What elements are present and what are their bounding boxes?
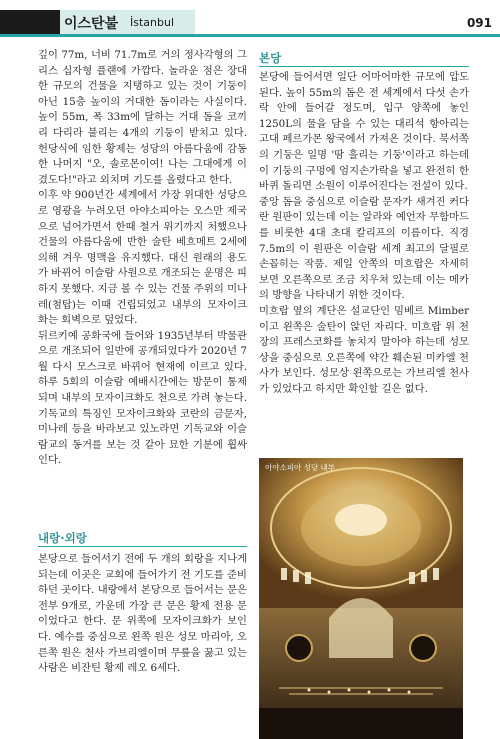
nave-paragraph-3: 미흐랍 옆의 계단은 설교단인 밈베르 Mimber이고 왼쪽은 술탄이 앉던 자리다. 미흐랍 위 천장의 프레스코화를 놓치지 말아야 하는데 성모상을 중심으로 오른쪽에 약간 훼손된 미카엘 천사가 보인다. 성모상 왼쪽으로는 가브리엘 천사가 있었다고 하지만 확인할 길은 없다. (259, 304, 469, 395)
chapter-title: 이스탄불 (64, 16, 119, 32)
nave-paragraph-1: 본당에 들어서면 일단 어마어마한 규모에 압도된다. 높이 55m의 돔은 전 세계에서 다섯 손가락 안에 들어갈 정도며, 입구 양쪽에 놓인 1250L의 물을 담을 수 있는 대리석 항아리는 고대 페르가몬 왕국에서 가져온 것이다. 북서쪽의 기둥은 일명 '땀 흘리는 기둥'이라고 하는데 이 기둥의 구멍에 엄지손가락을 넣고 완전히 한 바퀴 돌리면 소원이 이루어진다는 전설이 있다. (259, 71, 469, 193)
section-title-narthex: 내랑·외랑 (38, 531, 87, 545)
narthex-paragraph: 본당으로 들어서기 전에 두 개의 회랑을 지나게 되는데 이곳은 교회에 들어가기 전 기도를 준비하던 곳이다. 내랑에서 본당으로 들어서는 문은 전부 9개로, 가운데 가장 큰 문은 황제 전용 문이었다고 한다. 문 위쪽에 모자이크화가 보인다. 예수를 중심으로 왼쪽 원은 성모 마리아, 오른쪽 원은 천사 가브리엘이며 무릎을 꿇고 있는 사람은 비잔틴 황제 레오 6세다. (38, 553, 247, 675)
narthex-text (38, 552, 247, 677)
history-paragraph: 이후 약 900년간 세계에서 가장 위대한 성당으로 영광을 누려오던 아야소피아는 오스만 제국으로 넘어가면서 한때 철거 위기까지 처했으나 건물의 아름다움에 반한 술탄 베흐메트 2세에 의해 겨우 명맥을 유지했다. 대신 원래의 용도가 바뀌어 이슬람 사원으로 개조되는 운명은 피하지 못했다. 지금 볼 수 있는 건물 주위의 미나레(첨탑)는 이때 건립되었고 내부의 모자이크화는 회벽으로 덮었다. (38, 189, 247, 327)
header-tab (0, 10, 60, 34)
nave-paragraph-2: 중앙 돔을 중심으로 이슬람 문자가 새겨진 커다란 원판이 있는데 이는 알라와 예언자 무함마드를 비롯한 4대 초대 칼리프의 이름이다. 직경 7.5m의 이 원판은 이슬람 세계 최고의 달필로 손꼽히는 작품. 제일 안쪽의 미흐랍은 자세히 보면 오른쪽으로 조금 치우쳐 있는데 이는 메카의 방향을 나타내기 위한 것이다. (259, 195, 469, 302)
republic-paragraph: 뒤르키예 공화국에 들어와 1935년부터 박물관으로 개조되어 일반에 공개되었다가 2020년 7월 다시 모스크로 바뀌어 현재에 이르고 있다. 하루 5회의 이슬람 예배시간에는 방문이 통제되며 내부의 모자이크화도 천으로 가려 놓는다. 기독교의 특징인 모자이크화와 코란의 금문자, 미나레 등을 바라보고 있노라면 기독교와 이슬람교의 동거를 보는 것 같아 묘한 기분에 휩싸인다. (38, 329, 247, 467)
chapter-title-en: İstanbul (130, 16, 175, 29)
page-header (0, 0, 500, 37)
hagia-sophia-interior-photo (259, 458, 463, 739)
right-column-text (259, 70, 469, 397)
left-column-text (38, 48, 247, 469)
header-rule (0, 34, 500, 37)
section-rule-narthex (38, 546, 247, 547)
page-number: 091 (466, 16, 492, 30)
section-rule-nave (259, 66, 469, 67)
intro-paragraph: 깊이 77m, 너비 71.7m로 거의 정사각형의 그리스 십자형 플랜에 가깝다. 놀라운 점은 장대한 규모의 건물을 지탱하고 있는 것이 기둥이 아닌 15층 높이의 거대한 돔이라는 사실이다. 높이 55m, 폭 33m에 달하는 거대 돔을 코끼리 다리라 불리는 4개의 기둥이 받치고 있다. 헌당식에 임한 황제는 성당의 아름다움에 감동한 나머지 "오, 솔로몬이여! 나는 그대에게 이겼도다!"라고 외치며 기도를 올렸다고 한다. (38, 49, 247, 186)
photo-caption: 아야소피아 성당 내부 (265, 463, 335, 472)
section-title-nave: 본당 (259, 51, 282, 65)
